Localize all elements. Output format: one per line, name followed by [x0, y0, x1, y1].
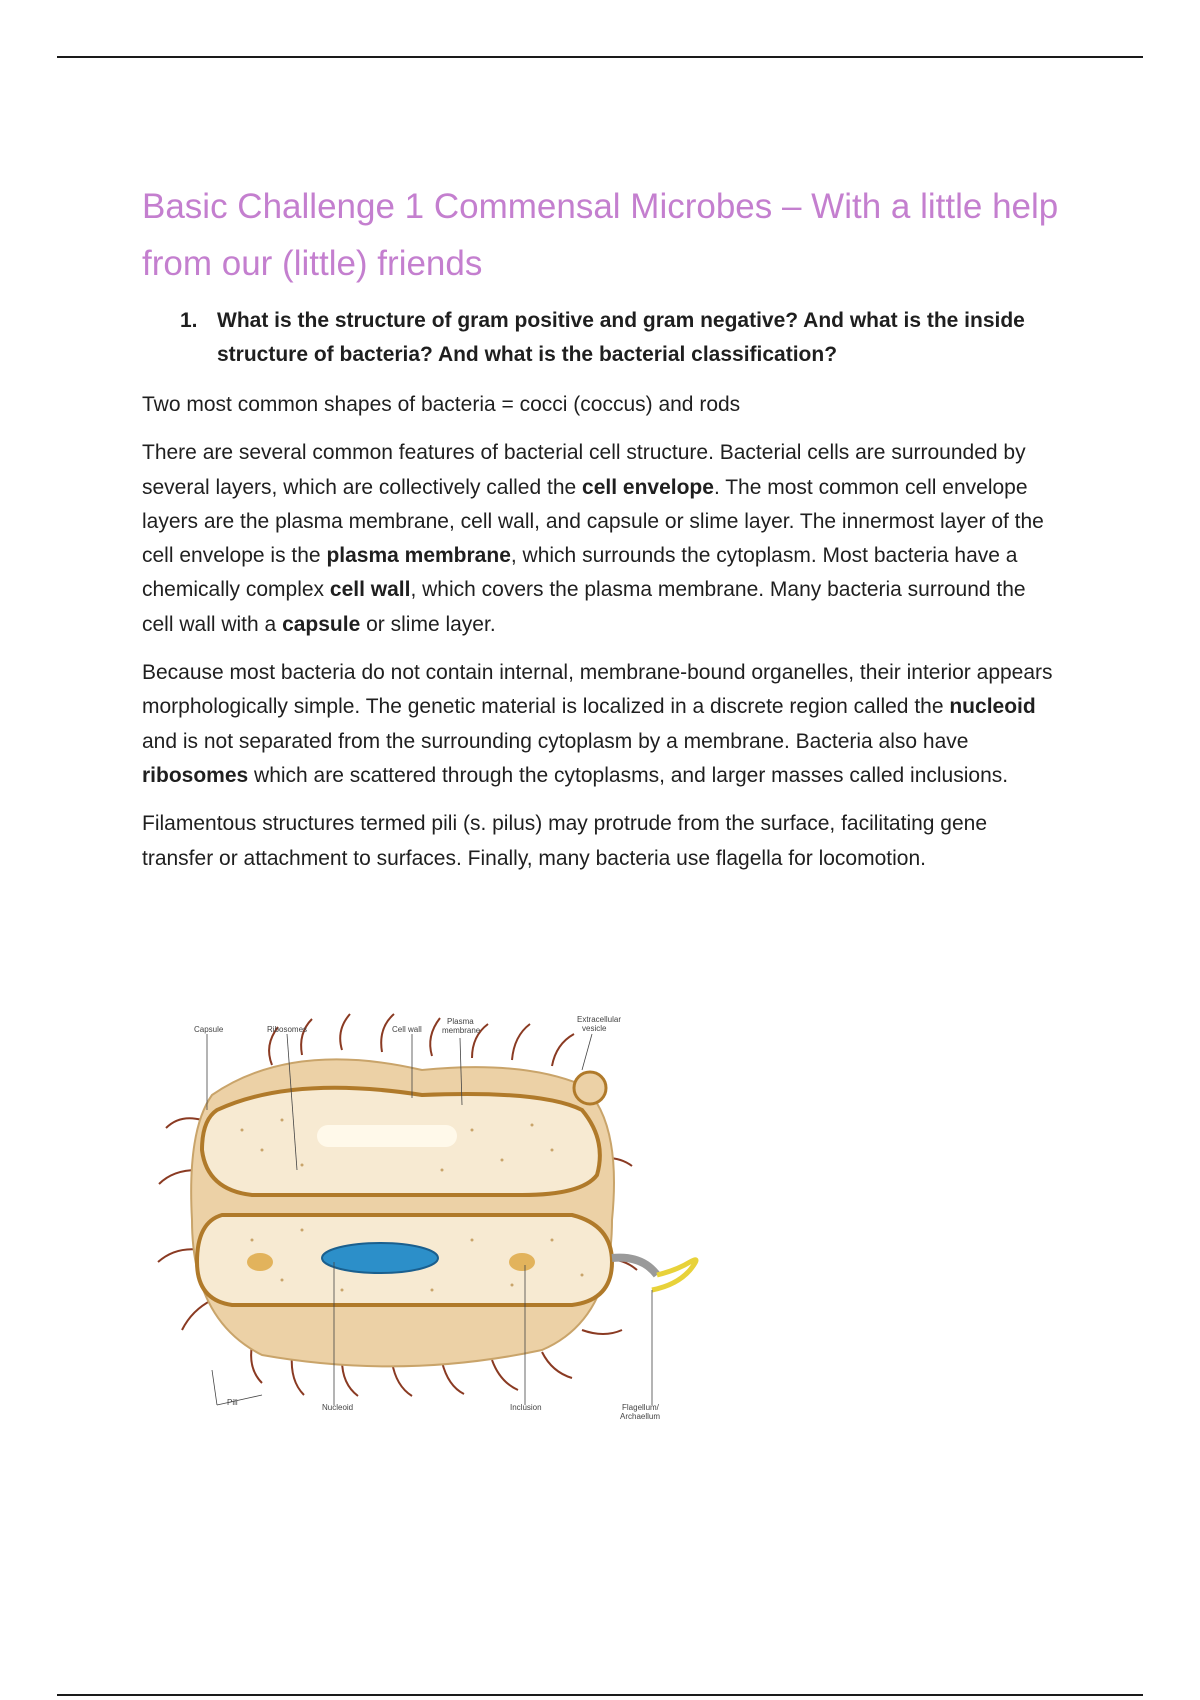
question-1	[180, 304, 1062, 372]
shapes-line: Two most common shapes of bacteria = cocci (coccus) and rods	[142, 393, 741, 416]
flagellum-hook	[612, 1258, 657, 1275]
term-ribosomes: ribosomes	[142, 763, 249, 787]
term-plasma-membrane: plasma membrane	[326, 544, 511, 568]
nucleoid-shape	[322, 1243, 438, 1273]
flagellum-filament	[652, 1260, 696, 1290]
label-nucleoid: Nucleoid	[322, 1403, 354, 1412]
label-pili: Pili	[227, 1398, 238, 1407]
label-capsule: Capsule	[194, 1025, 224, 1034]
question-number: 1.	[180, 309, 198, 332]
cytoplasm-highlight	[317, 1125, 457, 1147]
bottom-rule	[57, 1694, 1143, 1696]
text-run: There are several common features of bacterial cell structure. Bacterial cells are surrounded by several layers, which are collectively called the	[142, 441, 1026, 499]
document-body	[142, 178, 1062, 876]
term-capsule: capsule	[282, 612, 361, 636]
page-title: Basic Challenge 1 Commensal Microbes – With a little help from our (little) friends	[142, 187, 1059, 283]
bacterial-cell-diagram	[142, 1000, 722, 1425]
inclusion-left	[247, 1253, 273, 1271]
label-vesicle-2: vesicle	[582, 1024, 607, 1033]
text-run: or slime layer.	[360, 612, 496, 636]
label-flagellum-2: Archaellum	[620, 1412, 661, 1421]
label-cell-wall: Cell wall	[392, 1025, 422, 1034]
text-run: . The most common cell envelope layers are the plasma membrane, cell wall, and capsule or slime layer. The innermost layer of the cell envelope is the	[142, 475, 1044, 568]
label-ribosomes: Ribosomes	[267, 1025, 308, 1034]
top-rule	[57, 56, 1143, 58]
inclusion-right	[509, 1253, 535, 1271]
extracellular-vesicle	[574, 1072, 606, 1104]
label-inclusion: Inclusion	[510, 1403, 542, 1412]
text-run: , which surrounds the cytoplasm. Most bacteria have a chemically complex	[142, 544, 1018, 602]
paragraph-interior	[142, 656, 1062, 793]
text-run: , which covers the plasma membrane. Many bacteria surround the cell wall with a	[142, 578, 1026, 636]
text-run: Because most bacteria do not contain internal, membrane-bound organelles, their interior appears morphologically simple. The genetic material is localized in a discrete region called the	[142, 661, 1053, 719]
label-plasma-membrane-2: membrane	[442, 1026, 481, 1035]
label-plasma-membrane-1: Plasma	[447, 1017, 474, 1026]
text-run: which are scattered through the cytoplasms, and larger masses called inclusions.	[248, 763, 1009, 787]
text-run: and is not separated from the surrounding cytoplasm by a membrane. Bacteria also have	[142, 729, 969, 753]
question-text: What is the structure of gram positive and gram negative? And what is the inside structure of bacteria? And what is the bacterial classification?	[217, 309, 1025, 366]
term-nucleoid: nucleoid	[949, 695, 1036, 719]
bacterial-cell-svg	[142, 1000, 722, 1425]
label-vesicle-1: Extracellular	[577, 1015, 622, 1024]
term-cell-envelope: cell envelope	[582, 475, 714, 499]
label-flagellum-1: Flagellum/	[622, 1403, 659, 1412]
term-cell-wall: cell wall	[329, 578, 411, 602]
paragraph-cell-envelope	[142, 436, 1062, 642]
paragraph-pili-flagella: Filamentous structures termed pili (s. pilus) may protrude from the surface, facilitating gene transfer or attachment to surfaces. Finally, many bacteria use flagella for locomotion.	[142, 812, 988, 870]
